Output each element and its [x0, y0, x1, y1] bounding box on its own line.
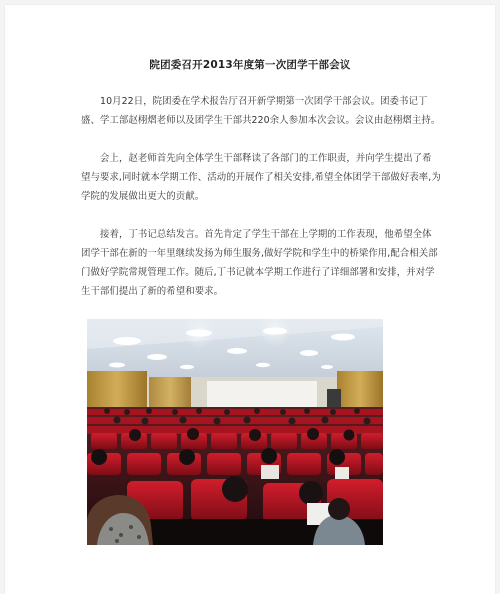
paragraph-1: 10月22日，院团委在学术报告厅召开新学期第一次团学干部会议。团委书记丁盛、学工部赵栩熠老师以及团学生干部共220余人参加本次会议。会议由赵栩熠主持。	[81, 96, 441, 126]
paragraph-3: 接着，丁书记总结发言。首先肯定了学生干部在上学期的工作表现，他希望全体团学干部在新的一年里继续发扬为师生服务,做好学院和学生中的桥梁作用,配合相关部门做好学院常规管理工作。随后,丁书记就本学期工作进行了详细部署和安排，并对学生干部们提出了新的希望和要求。	[81, 229, 438, 297]
article-title: 院团委召开2013年度第一次团学干部会议	[149, 59, 351, 71]
meeting-photo	[87, 319, 383, 545]
meeting-hall-image	[87, 319, 383, 545]
document-page	[5, 5, 495, 594]
paragraph-2: 会上，赵老师首先向全体学生干部释读了各部门的工作职责，并向学生提出了希望与要求,同时就本学期工作、活动的开展作了相关安排,希望全体团学干部做好表率,为学院的发展做出更大的贡献。	[81, 153, 441, 202]
